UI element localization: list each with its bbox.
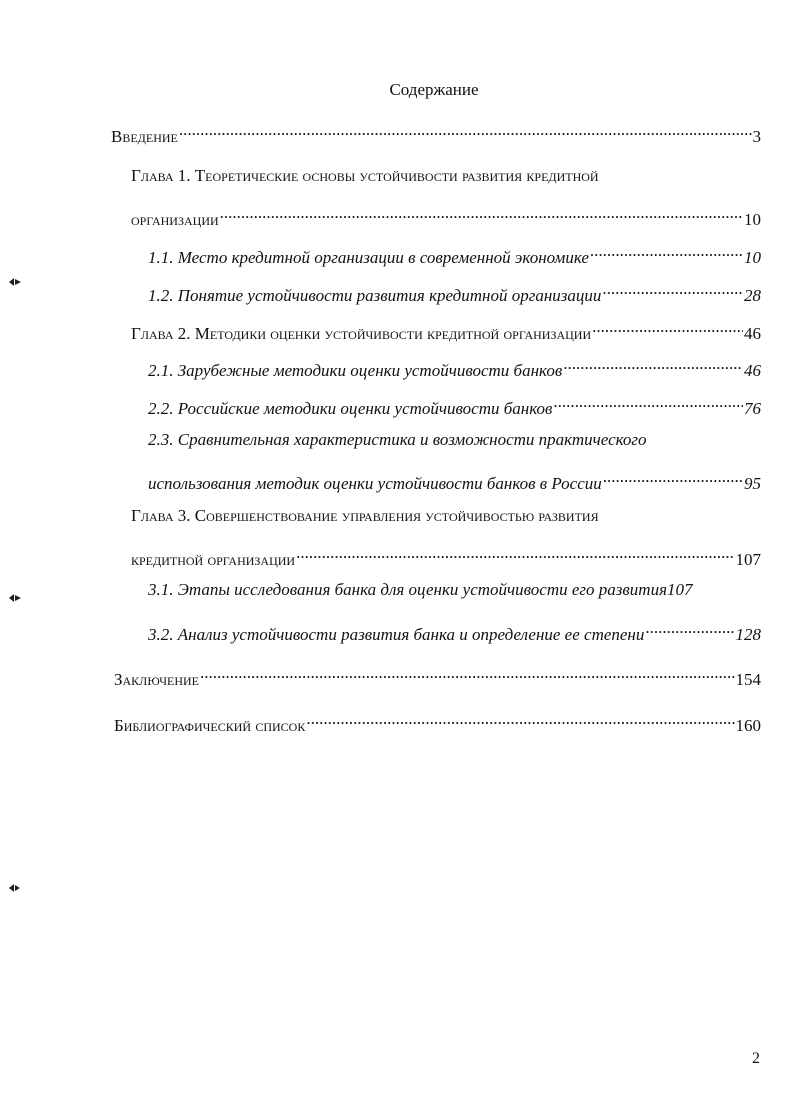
- toc-leader-dots: [553, 390, 743, 414]
- toc-entry-label: кредитной организации: [131, 550, 296, 569]
- toc-leader-dots: [602, 277, 743, 301]
- toc-entry-label: Библиографический список: [114, 716, 306, 735]
- toc-entry-label: использования методик оценки устойчивости банков в России: [148, 474, 602, 493]
- toc-entry-label: Введение: [111, 127, 178, 146]
- toc-entry-section-2-3: [148, 465, 761, 493]
- toc-leader-dots: [563, 352, 743, 376]
- toc-entry-label: Заключение: [114, 670, 199, 689]
- toc-entry-chapter-3-line1: Глава 3. Совершенствование управления устойчивостью развития: [131, 506, 599, 525]
- toc-leader-dots: [645, 616, 734, 640]
- toc-page-number: 128: [735, 625, 761, 644]
- toc-leader-dots: [200, 661, 735, 685]
- toc-entry-section-2-2: [148, 390, 761, 418]
- toc-entry-label: организации: [131, 210, 219, 229]
- page-title: Содержание: [389, 80, 479, 99]
- toc-entry-label: 3.2. Анализ устойчивости развития банка и определение ее степени: [148, 625, 645, 644]
- toc-leader-dots: [179, 118, 752, 142]
- toc-entry-label: 3.1. Этапы исследования банка для оценки устойчивости его развития: [148, 580, 667, 599]
- toc-page-number: 28: [744, 286, 761, 305]
- toc-entry-chapter-3: [131, 541, 761, 569]
- toc-page-number: 10: [744, 210, 761, 229]
- toc-entry-section-2-1: [148, 352, 761, 380]
- toc-page-number: 10: [744, 248, 761, 267]
- toc-page-number: 107: [735, 550, 761, 569]
- toc-entry-section-1-2: [148, 277, 761, 305]
- toc-entry-section-1-1: [148, 239, 761, 267]
- toc-leader-dots: [296, 541, 734, 565]
- toc-entry-label: 1.2. Понятие устойчивости развития кредитной организации: [148, 286, 602, 305]
- toc-entry-bibliography: [114, 707, 761, 735]
- toc-leader-dots: [603, 465, 743, 489]
- toc-entry-label: 1.1. Место кредитной организации в современной экономике: [148, 248, 589, 267]
- toc-page-number: 154: [735, 670, 761, 689]
- toc-leader-dots: [592, 315, 743, 339]
- toc-entry-label: 2.1. Зарубежные методики оценки устойчивости банков: [148, 361, 563, 380]
- scan-mark-icon: [8, 276, 22, 288]
- toc-leader-dots: [220, 201, 743, 225]
- toc-page-number: 3: [752, 127, 761, 146]
- toc-entry-chapter-1: [131, 201, 761, 229]
- toc-leader-dots: [590, 239, 743, 263]
- toc-page-number: 160: [735, 716, 761, 735]
- toc-entry-label: Глава 2. Методики оценки устойчивости кредитной организации: [131, 324, 592, 343]
- toc-entry-chapter-1-line1: Глава 1. Теоретические основы устойчивости развития кредитной: [131, 166, 599, 185]
- toc-page-number: 76: [744, 399, 761, 418]
- page-number: 2: [752, 1050, 760, 1067]
- toc-entry-conclusion: [114, 661, 761, 689]
- scan-mark-icon: [8, 592, 22, 604]
- toc-entry-chapter-2: [131, 315, 761, 343]
- toc-entry-section-2-3-line1: 2.3. Сравнительная характеристика и возможности практического: [148, 430, 647, 449]
- toc-leader-dots: [306, 707, 734, 731]
- toc-page-number: 46: [744, 324, 761, 343]
- toc-entry-label: 2.2. Российские методики оценки устойчивости банков: [148, 399, 553, 418]
- toc-page-number: 107: [666, 580, 693, 599]
- toc-entry-section-3-2: [148, 616, 761, 644]
- scan-mark-icon: [8, 883, 22, 893]
- toc-page-number: 46: [744, 361, 761, 380]
- toc-entry-section-3-1: [148, 578, 761, 602]
- toc-page-number: 95: [744, 474, 761, 493]
- toc-entry-intro: [111, 118, 761, 146]
